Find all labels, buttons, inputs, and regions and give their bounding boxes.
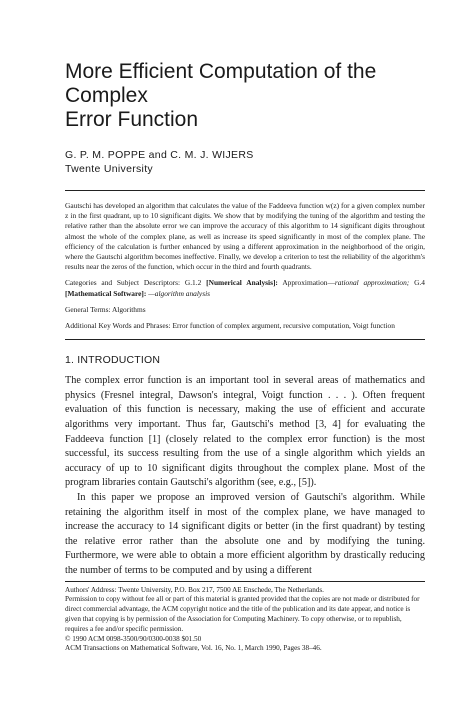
author-block bbox=[65, 148, 425, 176]
category-2-code: G.4 bbox=[414, 278, 425, 288]
permission-notice: Permission to copy without fee all or part of this material is granted provided that the copies are not made or distributed for direct commercial advantage, the ACM copyright notice and the title of the publication and its date appear, and notice is given that copying is by permission of the Association for Computing Machinery. To copy otherwise, or to republish, requires a fee and/or specific permission. bbox=[65, 595, 420, 633]
category-2-term: —algorithm analysis bbox=[148, 288, 211, 298]
categories bbox=[65, 278, 425, 298]
paper-page bbox=[65, 60, 425, 654]
abstract bbox=[65, 201, 425, 331]
author-affiliation: Twente University bbox=[65, 163, 153, 175]
paper-title bbox=[65, 60, 425, 132]
abstract-text: Gautschi has developed an algorithm that calculates the value of the Faddeeva function w(z) for a given complex number z in the first quadrant, up to 10 significant digits. We show that by modifying the tuning of the algorithm and testing the relative rather than the absolute error we can improve the accuracy of this algorithm to 14 significant digits throughout almost the whole of the complex plane, as well as increase its speed significantly in most of the complex plane. The efficiency of the calculation is further enhanced by using a different approximation in the neighborhood of the origin, where the Gautschi algorithm becomes ineffective. Finally, we develop a criterion to test the reliability of the algorithm's results near the zeros of the function, which occur in the third and fourth quadrants. bbox=[65, 201, 425, 272]
footnote bbox=[65, 586, 425, 655]
abstract-divider bbox=[65, 339, 425, 340]
journal-citation: ACM Transactions on Mathematical Software, Vol. 16, No. 1, March 1990, Pages 38–46. bbox=[65, 644, 322, 653]
category-2-name: [Mathematical Software]: bbox=[65, 288, 147, 298]
paragraph-1: The complex error function is an important tool in several areas of mathematics and physics (Fresnel integral, Dawson's integral, Voigt function . . . ). Often frequent evaluation of this function is necessary, making the use of efficient and accurate algorithms very important. Thus far, Gautschi's method [3, 4] for evaluating the Faddeeva function [1] (closely related to the complex error function) is the most successful, its success resulting from the use of a single algorithm which yields an accuracy of up to 10 significant digits throughout the complex plane. Most of the program libraries contain Gautschi's algorithm (see, e.g., [5]). bbox=[65, 375, 425, 489]
paragraph-2: In this paper we propose an improved version of Gautschi's algorithm. While retaining the algorithm itself in most of the complex plane, we have managed to increase the accuracy to 14 significant digits or better (in the first quadrant) by testing the relative error rather than the absolute one and by modifying the tuning. Furthermore, we were able to obtain a more efficient algorithm by drastically reducing the number of terms to be computed and by using a different bbox=[65, 491, 425, 576]
body-text bbox=[65, 374, 425, 578]
categories-label: Categories and Subject Descriptors: bbox=[65, 278, 181, 288]
general-terms: General Terms: Algorithms bbox=[65, 304, 146, 314]
author-names: G. P. M. POPPE and C. M. J. WIJERS bbox=[65, 149, 254, 161]
category-1-code: G.1.2 bbox=[184, 278, 202, 288]
title-line-1: More Efficient Computation of the Complex bbox=[65, 60, 377, 107]
keywords: Additional Key Words and Phrases: Error function of complex argument, recursive computation, Voigt function bbox=[65, 321, 395, 331]
category-1-name: [Numerical Analysis]: bbox=[206, 278, 278, 288]
category-1-term: rational approximation; bbox=[334, 278, 410, 288]
title-line-2: Error Function bbox=[65, 108, 199, 131]
footnote-divider bbox=[65, 581, 425, 582]
author-address: Authors' Address: Twente University, P.O. Box 217, 7500 AE Enschede, The Netherlands. bbox=[65, 585, 324, 594]
category-1-sub: Approximation— bbox=[282, 278, 335, 288]
section-heading: 1. INTRODUCTION bbox=[65, 354, 161, 367]
copyright: © 1990 ACM 0098-3500/90/0300-0038 $01.50 bbox=[65, 634, 202, 643]
top-divider bbox=[65, 190, 425, 191]
